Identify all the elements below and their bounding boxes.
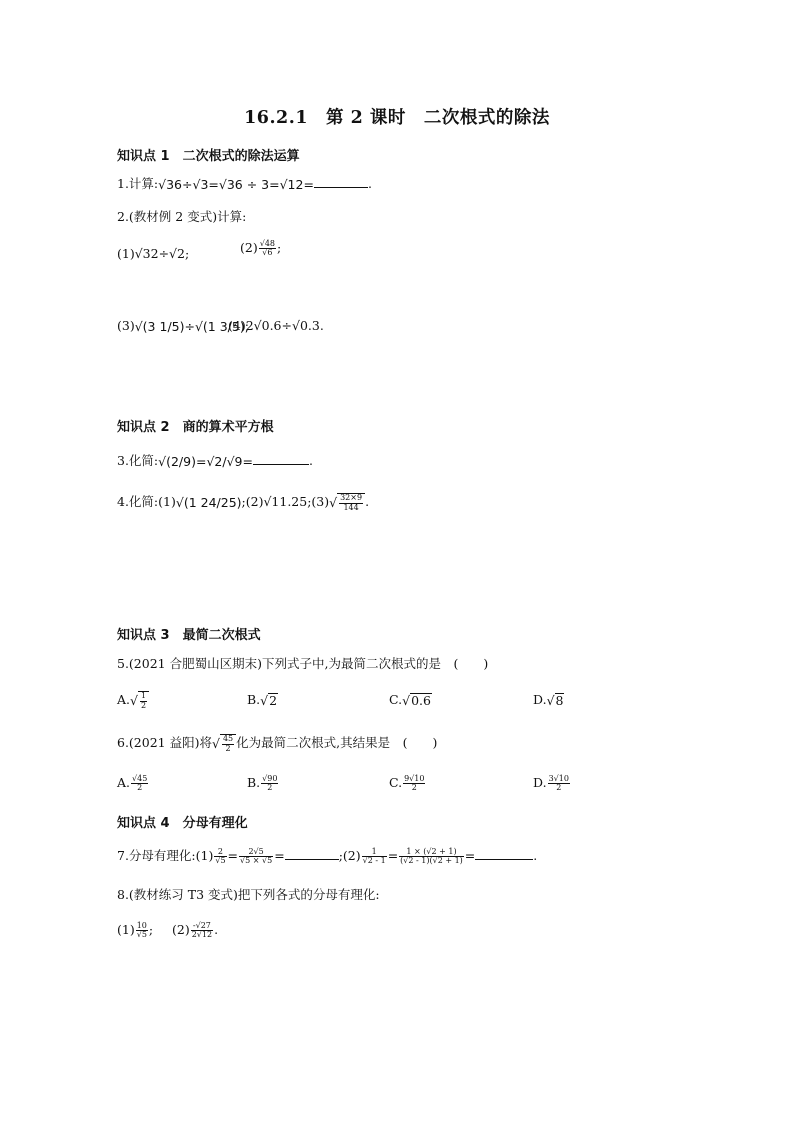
- q5-option-c[interactable]: [389, 690, 432, 711]
- sqrt-icon: √: [130, 692, 138, 708]
- q7-prefix: 7.分母有理化:(1): [117, 848, 214, 863]
- option-label: A.: [117, 775, 131, 790]
- q6-option-c[interactable]: [389, 773, 426, 793]
- q2-part-1: (1)√32÷√2;: [117, 246, 190, 261]
- question-5-stem: 5.(2021 合肥蜀山区期末)下列式子中,为最简二次根式的是 ( ): [117, 656, 489, 671]
- q2-part-2-end: ;: [277, 240, 282, 255]
- answer-blank[interactable]: [253, 452, 309, 465]
- q8-part-1: [117, 920, 153, 940]
- section-heading-4: 知识点 4 分母有理化: [117, 816, 248, 831]
- numerator: -√27: [191, 922, 213, 931]
- q6-option-a[interactable]: [117, 773, 149, 793]
- denominator: 2: [556, 783, 562, 792]
- option-label: B.: [247, 692, 261, 707]
- denominator: 2: [267, 783, 273, 792]
- section-heading-1: 知识点 1 二次根式的除法运算: [117, 149, 300, 164]
- q2-part-3-label: (3): [117, 318, 135, 333]
- numerator: √90: [262, 773, 278, 783]
- option-label: A.: [117, 692, 131, 707]
- denominator: √5: [136, 930, 147, 939]
- q7-end: .: [533, 848, 538, 863]
- numerator: 3√10: [548, 773, 569, 783]
- q8-part-1-end: ;: [148, 922, 154, 937]
- q8-part-2: [172, 920, 218, 940]
- q3-expression: √(2/9)=√2/√9=: [158, 453, 253, 469]
- numerator: √48: [259, 238, 275, 248]
- denominator: √5: [215, 856, 226, 865]
- sqrt-icon: √: [546, 692, 555, 708]
- q1-prefix: 1.计算:: [117, 176, 159, 191]
- option-label: C.: [389, 692, 403, 707]
- denominator: 144: [343, 502, 359, 512]
- answer-blank-2[interactable]: [475, 847, 533, 860]
- denominator: 2√12: [191, 930, 213, 939]
- radicand: 2: [269, 693, 278, 709]
- question-6-stem: [117, 733, 437, 754]
- option-label: D.: [533, 692, 547, 707]
- q8-part-2-label: (2): [172, 922, 190, 937]
- numerator: 32×9: [340, 493, 363, 503]
- radicand: 8: [555, 693, 564, 709]
- question-1: [117, 174, 372, 195]
- option-label: D.: [533, 775, 547, 790]
- q2-part-2-label: (2): [240, 240, 258, 255]
- option-label: C.: [389, 775, 403, 790]
- answer-blank-1[interactable]: [285, 847, 339, 860]
- q6-stem-pre: 6.(2021 益阳)将: [117, 735, 212, 750]
- answer-blank[interactable]: [314, 175, 368, 188]
- q3-prefix: 3.化简:: [117, 453, 159, 468]
- sqrt-icon: √: [260, 692, 269, 708]
- q1-expression: √36÷√3=√36 ÷ 3=√12=: [158, 176, 314, 192]
- sqrt-icon: √: [329, 494, 338, 510]
- q2-part-4: (4)2√0.6÷√0.3.: [228, 318, 324, 333]
- question-3: [117, 451, 313, 472]
- q4-prefix: 4.化简:(1): [117, 494, 176, 509]
- denominator: √5 × √5: [240, 856, 273, 865]
- denominator: 2: [140, 700, 147, 710]
- sqrt-icon: √: [211, 735, 220, 751]
- denominator: (√2 - 1)(√2 + 1): [400, 856, 463, 865]
- section-heading-3: 知识点 3 最简二次根式: [117, 628, 261, 643]
- q1-end: .: [367, 176, 372, 191]
- denominator: 2: [411, 783, 417, 792]
- q4-end: .: [365, 494, 370, 509]
- q5-option-b[interactable]: [247, 690, 278, 711]
- q4-part-3-radical: [329, 492, 365, 513]
- numerator: 1: [140, 691, 147, 701]
- question-2-stem: 2.(教材例 2 变式)计算:: [117, 209, 247, 224]
- q5-option-d[interactable]: [533, 690, 564, 711]
- q4-part-2: ;(2)√11.25;(3): [241, 494, 330, 509]
- page-title: 16.2.1 第 2 课时 二次根式的除法: [244, 108, 550, 128]
- q6-stem-post: 化为最简二次根式,其结果是 ( ): [236, 735, 438, 750]
- numerator: √45: [132, 773, 148, 783]
- section-heading-2: 知识点 2 商的算术平方根: [117, 420, 274, 435]
- q8-part-2-end: .: [214, 922, 219, 937]
- denominator: 2: [225, 743, 231, 753]
- denominator: 2: [137, 783, 143, 792]
- q8-part-1-label: (1): [117, 922, 135, 937]
- numerator: 1 × (√2 + 1): [399, 848, 464, 857]
- q7-mid: ;(2): [338, 848, 361, 863]
- numerator: 10: [136, 920, 147, 930]
- numerator: 2: [214, 848, 226, 857]
- question-4: [117, 492, 369, 513]
- denominator: √6: [262, 248, 273, 257]
- denominator: √2 - 1: [362, 856, 386, 865]
- q3-end: .: [308, 453, 313, 468]
- radicand: 0.6: [411, 693, 431, 709]
- numerator: 9√10: [404, 773, 425, 783]
- q6-option-d[interactable]: [533, 773, 571, 793]
- q5-option-a[interactable]: [117, 690, 149, 711]
- q2-part-3-expression: √(3 1/5)÷√(1 3/5);: [134, 318, 249, 334]
- option-label: B.: [247, 775, 261, 790]
- question-7: 7.分母有理化:(1) $\frac{2}{√5}$ = $\frac{2√5}{√5 \times √5}$ = ;(2) $\frac{1}{√2 - 1}$ = $\frac{1 \times (√2 + 1)}{(√2 - 1)(√2 + 1)}$ = .: [117, 846, 538, 865]
- question-8-stem: 8.(教材练习 T3 变式)把下列各式的分母有理化:: [117, 887, 380, 902]
- q2-part-2-fraction: [259, 240, 276, 258]
- q6-option-b[interactable]: [247, 773, 279, 793]
- q4-part-1: √(1 24/25): [175, 494, 242, 510]
- numerator: 1: [362, 848, 387, 857]
- numerator: 45: [222, 734, 234, 744]
- sqrt-icon: √: [402, 692, 411, 708]
- numerator: 2√5: [239, 848, 273, 857]
- q2-part-2: [240, 238, 281, 258]
